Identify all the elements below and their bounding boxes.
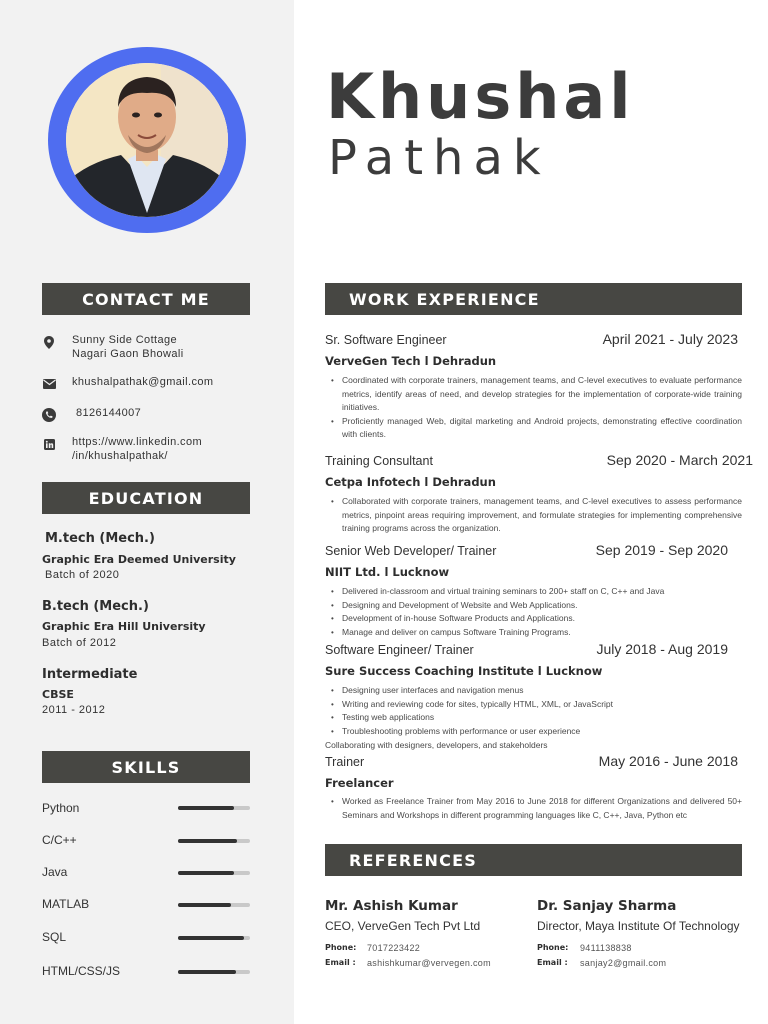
education-institution: Graphic Era Deemed University (42, 553, 236, 566)
job-company: Freelancer (325, 776, 394, 790)
skills-heading: SKILLS (42, 751, 250, 783)
education-heading: EDUCATION (42, 482, 250, 514)
education-batch: Batch of 2012 (42, 637, 117, 649)
job-title: Trainer (325, 755, 365, 769)
references-heading: REFERENCES (325, 844, 742, 876)
profile-photo (66, 63, 228, 217)
reference-email-label: Email : (537, 958, 568, 967)
reference-phone-label: Phone: (325, 943, 357, 952)
work-heading: WORK EXPERIENCE (325, 283, 742, 315)
job-bullet: • Writing and reviewing code for sites, typically HTML, XML, or JavaScript (329, 698, 742, 712)
reference-role: CEO, VerveGen Tech Pvt Ltd (325, 919, 481, 933)
job-dates: Sep 2019 - Sep 2020 (595, 542, 728, 558)
job-bullet: • Worked as Freelance Trainer from May 2016 to June 2018 for different Organizations and delivered 50+ Seminars and Workshops in different programming languages like C, C++, Java, Python etc (329, 795, 742, 822)
education-batch: Batch of 2020 (45, 569, 120, 581)
job-bullet: • Proficiently managed Web, digital marketing and Android projects, demonstrating effective coordination with clients. (329, 415, 742, 442)
job-title: Sr. Software Engineer (325, 333, 447, 347)
contact-address-text: Sunny Side Cottage Nagari Gaon Bhowali (72, 334, 184, 360)
job-bullets (329, 684, 742, 738)
job-bullets (329, 585, 742, 639)
job-company: NIIT Ltd. l Lucknow (325, 565, 450, 579)
name-last: Pathak (328, 130, 551, 186)
job-bullet: • Manage and deliver on campus Software Training Programs. (329, 626, 742, 640)
education-institution: CBSE (42, 688, 74, 701)
reference-email-label: Email : (325, 958, 356, 967)
skill-bar-fill (178, 871, 234, 875)
skill-name: SQL (42, 930, 67, 944)
skill-bar-fill (178, 970, 236, 974)
skill-name: Python (42, 801, 80, 815)
job-company: VerveGen Tech l Dehradun (325, 354, 497, 368)
skill-bar (178, 839, 250, 843)
job-title: Senior Web Developer/ Trainer (325, 544, 497, 558)
skill-bar-fill (178, 936, 244, 940)
education-batch: 2011 - 2012 (42, 704, 106, 716)
skill-bar (178, 970, 250, 974)
reference-phone-label: Phone: (537, 943, 569, 952)
contact-address (40, 333, 280, 361)
skill-name: Java (42, 865, 68, 879)
job-bullet: • Troubleshooting problems with performance or user experience (329, 725, 742, 739)
job-dates: July 2018 - Aug 2019 (596, 641, 728, 657)
job-dates: April 2021 - July 2023 (602, 331, 738, 347)
name-first: Khushal (326, 60, 635, 133)
skill-bar-fill (178, 903, 231, 907)
job-bullet: • Development of in-house Software Products and Applications. (329, 612, 742, 626)
skill-bar (178, 903, 250, 907)
job-bullet: • Designing user interfaces and navigation menus (329, 684, 742, 698)
contact-linkedin[interactable] (40, 435, 280, 463)
education-institution: Graphic Era Hill University (42, 620, 206, 633)
education-degree: B.tech (Mech.) (42, 599, 149, 614)
skill-bar (178, 871, 250, 875)
education-degree: Intermediate (42, 667, 138, 682)
skill-bar-fill (178, 839, 237, 843)
job-bullet: • Collaborated with corporate trainers, management teams, and C-level executives to assess performance metrics, pinpoint areas requiring improvement, and formulate strategies for implementing comprehensive training programs across the organization. (329, 495, 742, 536)
job-title: Software Engineer/ Trainer (325, 643, 474, 657)
job-bullets (329, 495, 742, 536)
envelope-icon (40, 377, 58, 391)
contact-linkedin-text[interactable]: https://www.linkedin.com /in/khushalpathak/ (72, 436, 203, 462)
phone-icon (40, 408, 58, 422)
job-bullet: • Delivered in-classroom and virtual training seminars to 200+ staff on C, C++ and Java (329, 585, 742, 599)
job-bullet: • Testing web applications (329, 711, 742, 725)
job-bullets (329, 795, 742, 822)
skill-name: MATLAB (42, 897, 90, 911)
education-degree: M.tech (Mech.) (45, 531, 155, 546)
reference-name: Mr. Ashish Kumar (325, 898, 458, 914)
job-company: Sure Success Coaching Institute l Lucknow (325, 664, 603, 678)
job-bullet: • Designing and Development of Website and Web Applications. (329, 599, 742, 613)
job-bullet: • Coordinated with corporate trainers, management teams, and C-level executives to evaluate performance metrics, identify areas of need, and develop strategies for the implementation of corporate-wide training initiatives. (329, 374, 742, 415)
job-bullets (329, 374, 742, 442)
reference-phone[interactable]: 9411138838 (580, 943, 632, 953)
job-dates: May 2016 - June 2018 (598, 753, 738, 769)
contact-email-text[interactable]: khushalpathak@gmail.com (72, 376, 214, 388)
reference-phone[interactable]: 7017223422 (367, 943, 421, 953)
linkedin-icon (40, 437, 58, 451)
profile-photo-ring (48, 47, 246, 233)
skill-name: HTML/CSS/JS (42, 964, 121, 978)
job-extra-line: Collaborating with designers, developers, and stakeholders (325, 740, 548, 750)
skill-bar (178, 806, 250, 810)
job-title: Training Consultant (325, 454, 433, 468)
job-dates: Sep 2020 - March 2021 (606, 452, 753, 468)
reference-email[interactable]: ashishkumar@vervegen.com (367, 958, 491, 968)
location-pin-icon (40, 335, 58, 349)
reference-role: Director, Maya Institute Of Technology (537, 919, 740, 933)
contact-heading: CONTACT ME (42, 283, 250, 315)
contact-phone[interactable] (40, 406, 280, 422)
reference-email[interactable]: sanjay2@gmail.com (580, 958, 667, 968)
reference-name: Dr. Sanjay Sharma (537, 898, 677, 914)
contact-phone-text[interactable]: 8126144007 (76, 407, 142, 419)
skill-bar-fill (178, 806, 234, 810)
skill-bar (178, 936, 250, 940)
contact-email[interactable] (40, 375, 280, 391)
job-company: Cetpa Infotech l Dehradun (325, 475, 496, 489)
skill-name: C/C++ (42, 833, 77, 847)
